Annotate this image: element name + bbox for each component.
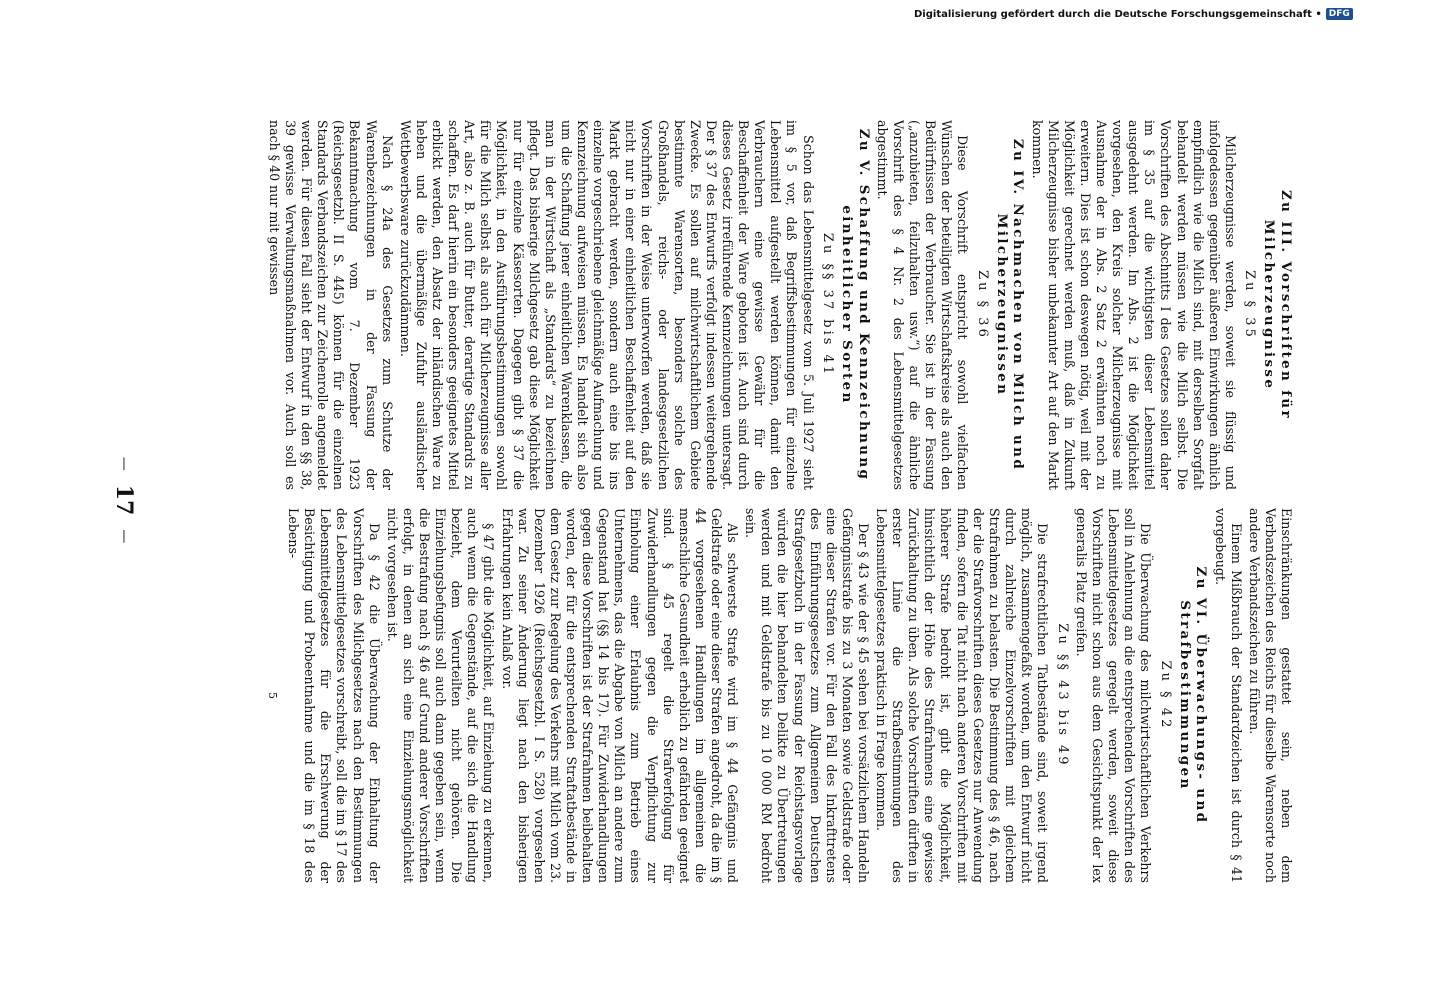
left-column xyxy=(154,120,1294,490)
paragraph-heading: Zu § 35 xyxy=(1242,270,1258,340)
body-paragraph: Die Überwachung des milchwirtschaftlichen Verkehrs soll in Anlehnung an die entsprechenden Vorschriften des Lebensmittelgesetzes geregelt werden, soweit diese Vorschriften nicht schon aus dem Gesichtspunkt der lex generalis Platz greifen. xyxy=(1073,508,1154,883)
body-paragraph: Die strafrechtlichen Tatbestände sind, soweit irgend möglich, zusammengefaßt worden, um den Entwurf nicht durch zahlreiche Einzelvorschriften mit gleichem Strafrahmen zu belasten. Die Bestimmung des § 46, nach der die Strafvorschriften dieses Gesetzes nur Anwendung finden, sofern die Tat nicht nach anderen Vorschriften mit höherer Strafe bedroht ist, gibt die Möglichkeit, hinsichtlich der Höhe des Strafrahmens eine gewisse Zurückhaltung zu üben. Als solche Vorschriften dürften in erster Linie die Strafbestimmungen des Lebensmittelgesetzes praktisch in Frage kommen. xyxy=(874,508,1051,883)
right-column xyxy=(154,508,1294,883)
header-dash-left: — xyxy=(116,456,132,471)
body-paragraph: Da § 42 die Überwachung der Einhaltung der Vorschriften des Milchgesetzes nach den Bestimmungen des Lebensmittelgesetzes vorschreibt, soll die im § 17 des Lebensmittelgesetzes für die Erschwerung der Besichtigung und Probeentnahme und die im § 18 des Lebens- xyxy=(286,508,382,883)
paragraph-heading: Zu § 42 xyxy=(1157,660,1173,731)
page-number: 17 xyxy=(111,484,137,516)
body-paragraph: Diese Vorschrift entspricht sowohl vielfachen Wünschen der beteiligten Wirtschaftskreise als auch den Bedürfnissen der Verbraucher. Sie ist in der Fassung („anzubieten, feilzuhalten usw.“) auf die ähnliche Vorschrift des § 4 Nr. 2 des Lebensmittelgesetzes abgestimmt. xyxy=(874,120,971,490)
digitization-note xyxy=(914,8,1414,20)
body-paragraph: Als schwerste Strafe wird im § 44 Gefängnis und Geldstrafe oder eine dieser Strafen angedroht, da die im § 44 vorgesehenen Handlungen im allgemeinen die menschliche Gesundheit erheblich zu gefährden geeignet sind. § 45 regelt die Strafverfolgung für Zuwiderhandlungen gegen die Verpflichtung zur Einholung einer Erlaubnis zum Betrieb eines Unternehmens, das die Abgabe von Milch an andere zum Gegenstand hat (§§ 14 bis 17). Für Zuwiderhandlungen gegen diese Vorschriften ist der Strafrahmen beibehalten worden, der für die entsprechenden Straftatbestände in dem Gesetz zur Regelung des Verkehrs mit Milch vom 23. Dezember 1926 (Reichsgesetzbl. I S. 528) vorgesehen war. Zu seiner Änderung liegt nach den bisherigen Erfahrungen kein Anlaß vor. xyxy=(499,508,741,883)
section-heading: Zu IV. Nachmachen von Milch und Milcherzeugnissen xyxy=(993,138,1027,472)
section-heading: Zu V. Schaffung und Kennzeichnung einheitlicher Sorten xyxy=(838,128,872,482)
body-paragraph: Milcherzeugnisse werden, soweit sie flüssig und infolgedessen gegenüber äußeren Einwirkungen ähnlich empfindlich wie die Milch sind, mit derselben Sorgfalt behandelt werden müssen wie die Milch selbst. Die Vorschriften des Abschnitts I des Gesetzes sollen daher im § 35 auf die wichtigsten dieser Lebensmittel ausgedehnt werden. Im Abs. 2 ist die Möglichkeit vorgesehen, den Kreis solcher Milcherzeugnisse mit Ausnahme der in Abs. 2 Satz 2 erwähnten noch zu erweitern. Dies ist schon deswegen nötig, weil mit der Möglichkeit gerechnet werden muß, daß in Zukunft Milcherzeugnisse bisher unbekannter Art auf den Markt kommen. xyxy=(1029,120,1238,490)
body-paragraph: Der § 43 wie der § 45 sehen bei vorsätzlichem Handeln Gefängnisstrafe bis zu 3 Monaten sowie Geldstrafe oder eine dieser Strafen vor. Für den Fall des Inkrafttretens des Einführungsgesetzes zum Allgemeinen Deutschen Strafgesetzbuch in der Fassung der Reichstagsvorlage würden die hier behandelten Delikte zu Übertretungen werden und mit Geldstrafe bis zu 10 000 RM bedroht sein. xyxy=(743,508,871,883)
body-paragraph: § 47 gibt die Möglichkeit, auf Einziehung zu erkennen, auch wenn die Gegenstände, auf die sich die Handlung bezieht, dem Verurteilten nicht gehören. Die Einziehungsbefugnis soll auch dann gegeben sein, wenn die Bestrafung nach § 46 auf Grund anderer Vorschriften erfolgt, in denen an sich eine Einziehungsmöglichkeit nicht vorgesehen ist. xyxy=(384,508,497,883)
page-header xyxy=(104,0,144,1000)
footer-number: 5 xyxy=(266,692,280,699)
digitization-note-text: Digitalisierung gefördert durch die Deutsche Forschungsgemeinschaft • xyxy=(914,8,1322,20)
body-paragraph: Schon das Lebensmittelgesetz vom 5. Juli 1927 sieht im § 5 vor, daß Begriffsbestimmungen für einzelne Lebensmittel aufgestellt werden können, damit den Verbrauchern eine gewisse Gewähr für die Beschaffenheit der Ware geboten ist. Auch sind durch dieses Gesetz irreführende Kennzeichnungen untersagt. Der § 37 des Entwurfs verfolgt indessen weitergehende Zwecke. Es sollen auf milchwirtschaftlichem Gebiete bestimmte Warensorten, besonders solche des Großhandels, reichs- oder landesgesetzlichen Vorschriften in der Weise unterworfen werden, daß sie nicht nur in einer einheitlichen Beschaffenheit auf den Markt gebracht werden, sondern auch eine bis ins einzelne vorgeschriebene gleichmäßige Aufmachung und Kennzeichnung aufweisen müssen. Es handelt sich also um die Schaffung jener einheitlichen Warenklassen, die man in der Wirtschaft als „Standards“ zu bezeichnen pflegt. Das bisherige Milchgesetz gab diese Möglichkeit nur für einzelne Käsesorten. Dagegen gibt § 37 die Möglichkeit, in den Ausführungsbestimmungen sowohl für die Milch selbst als auch für Milcherzeugnisse aller Art, also z. B. auch für Butter, derartige Standards zu schaffen. Es darf hierin ein besonders geeignetes Mittel erblickt werden, den Absatz der inländischen Ware zu heben und die übermäßige Zufuhr ausländischer Wettbewerbsware zurückzudämmen. xyxy=(397,120,816,490)
paragraph-heading: Zu §§ 37 bis 41 xyxy=(820,232,836,378)
body-paragraph: Nach § 24a des Gesetzes zum Schutze der Warenbezeichnungen in der Fassung der Bekanntmachung vom 7. Dezember 1923 (Reichsgesetzbl. II S. 445) können für die einzelnen Standards Verbandszeichen zur Zeichenrolle angemeldet werden. Für diesen Fall sieht der Entwurf in den §§ 38, 39 gewisse Verwaltungsmaßnahmen vor. Auch soll es nach § 40 nur mit gewissen xyxy=(266,120,395,490)
section-heading: Zu VI. Überwachungs- und Strafbestimmungen xyxy=(1176,566,1210,825)
section-heading: Zu III. Vorschriften für Milcherzeugnisse xyxy=(1261,189,1294,421)
body-paragraph: Einschränkungen gestattet sein, neben dem Verbandszeichen des Reichs für dieselbe Warensorte noch andere Verbandszeichen zu führen. xyxy=(1246,508,1294,883)
paragraph-heading: Zu §§ 43 bis 49 xyxy=(1054,623,1070,768)
header-dash-right: — xyxy=(116,529,132,544)
dfg-logo: DFG xyxy=(1326,8,1353,20)
body-paragraph: Einem Mißbrauch der Standardzeichen ist durch § 41 vorgebeugt. xyxy=(1212,508,1244,883)
paragraph-heading: Zu § 36 xyxy=(974,270,990,340)
